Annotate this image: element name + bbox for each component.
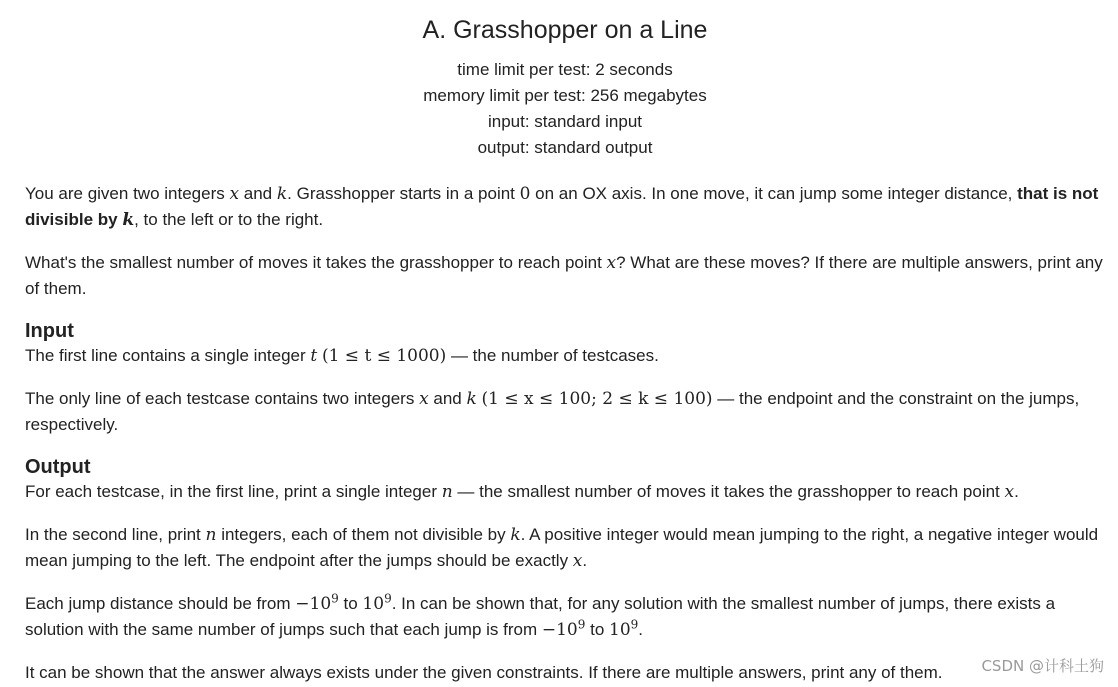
math-x: x bbox=[229, 184, 240, 204]
problem-limits bbox=[25, 57, 1105, 161]
statement-paragraph-1: You are given two integers x and k. Grasshopper starts in a point 0 on an OX axis. In one move, it can jump some integer distance, that is not divisible by k, to the left or to the right. bbox=[25, 184, 1099, 230]
memory-limit: memory limit per test: 256 megabytes bbox=[423, 86, 707, 105]
math-pos-power: $10^9$ bbox=[609, 617, 639, 640]
problem-statement bbox=[25, 0, 1105, 685]
output-paragraph-4: It can be shown that the answer always exists under the given constraints. If there are multiple answers, print any of them. bbox=[25, 663, 943, 682]
math-x: x bbox=[606, 253, 617, 273]
math-n: n bbox=[205, 525, 217, 545]
math-neg-power: $-10^9$ bbox=[541, 617, 586, 640]
statement-paragraph-2: What's the smallest number of moves it takes the grasshopper to reach point x? What are these moves? If there are multiple answers, print any of them. bbox=[25, 253, 1103, 298]
output-paragraph-2: In the second line, print n integers, each of them not divisible by k. A positive integer would mean jumping to the right, a negative integer would mean jumping to the left. The endpoint after the jumps should be exactly x. bbox=[25, 525, 1099, 571]
output-file: output: standard output bbox=[477, 138, 653, 157]
math-x: x bbox=[1004, 482, 1015, 502]
output-paragraph-3: Each jump distance should be from $-10^9$ to $10^9$. In can be shown that, for any solution with the smallest number of jumps, there exists a solution with the same number of jumps such that each jump is from $-10^9$ to $10^9$. bbox=[25, 591, 1056, 640]
output-paragraph-1: For each testcase, in the first line, print a single integer n — the smallest number of moves it takes the grasshopper to reach point x. bbox=[25, 482, 1019, 502]
input-paragraph-2: The only line of each testcase contains two integers x and k (1 ≤ x ≤ 100; 2 ≤ k ≤ 100) — the endpoint and the constraint on the jumps, respectively. bbox=[25, 389, 1080, 434]
watermark: CSDN @计科土狗 bbox=[981, 657, 1104, 675]
math-constraint-xk: (1 ≤ x ≤ 100; 2 ≤ k ≤ 100) bbox=[481, 389, 713, 409]
problem-title: A. Grasshopper on a Line bbox=[422, 16, 708, 44]
input-file: input: standard input bbox=[487, 112, 643, 131]
math-k: k bbox=[276, 184, 288, 204]
math-x: x bbox=[572, 551, 583, 571]
time-limit: time limit per test: 2 seconds bbox=[457, 60, 673, 79]
input-heading: Input bbox=[25, 320, 74, 342]
bold-phrase: that is not divisible by bbox=[25, 184, 1099, 229]
output-heading: Output bbox=[25, 456, 91, 478]
math-n: n bbox=[441, 482, 453, 502]
math-k: k bbox=[466, 389, 477, 409]
math-x: x bbox=[419, 389, 429, 409]
math-neg-power: $-10^9$ bbox=[295, 591, 339, 614]
math-pos-power: $10^9$ bbox=[362, 591, 392, 614]
math-constraint-t: (1 ≤ t ≤ 1000) bbox=[321, 346, 447, 366]
math-k: k bbox=[510, 525, 521, 545]
math-zero: 0 bbox=[519, 184, 531, 204]
math-t: t bbox=[310, 346, 318, 366]
input-paragraph-1: The first line contains a single integer t (1 ≤ t ≤ 1000) — the number of testcases. bbox=[25, 346, 659, 366]
math-k: k bbox=[122, 210, 135, 230]
